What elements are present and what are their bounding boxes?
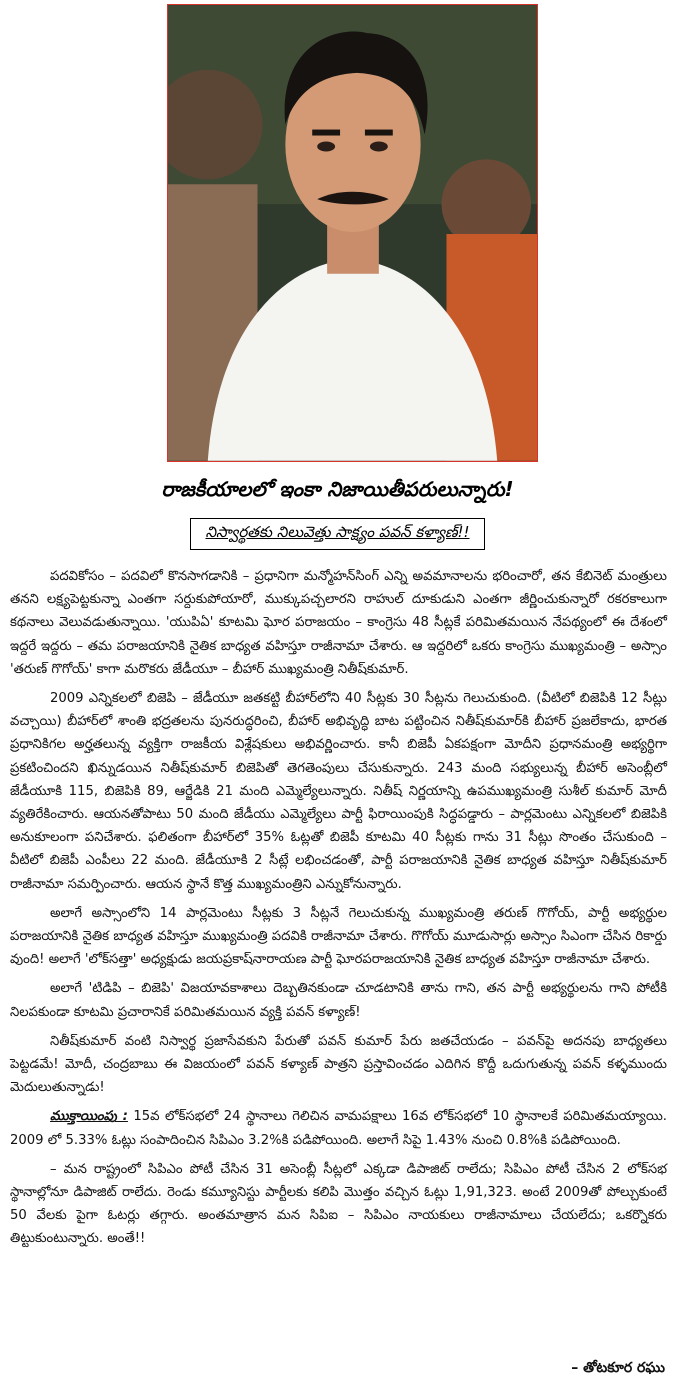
paragraph: 2009 ఎన్నికలలో బిజెపి – జేడీయూ జతకట్టి బీహార్‌లోని 40 సీట్లకు 30 సీట్లను గెలుచుకుంది. (వీటిలో బిజెపికి 12 సీట్లు వచ్చాయి) బీహార్‌లో శాంతి భద్రతలను పునరుద్ధరించి, బీహార్ అభివృద్ధి బాట పట్టించిన నితీష్‌కుమార్‌కి బీహార్ ప్రజలేకాదు, భారత ప్రధానికిగల అర్హతలున్న వ్యక్తిగా రాజకీయ విశ్లేషకులు అభివర్ణించారు. కానీ బిజెపీ ఏకపక్షంగా మోదీని ప్రధానమంత్రి అభ్యర్థిగా ప్రకటించిందని ఖిన్నుడయిన నితీష్‌కుమార్ బిజెపితో తెగతెంపులు చేసుకున్నారు. 243 మంది సభ్యులున్న బీహార్ అసెంబ్లీలో జేడీయూకి 115, బిజెపికి 89, ఆర్జేడికి 21 మంది ఎమ్మెల్యేలున్నారు. నితీష్ నిర్ణయాన్ని ఉపముఖ్యమంత్రి సుశీల్ కుమార్ మోదీ వ్యతిరేకించారు. ఆయనతోపాటు 50 మంది జేడీయు ఎమ్మెల్యేలు పార్టీ ఫిరాయింపుకి సిద్ధపడ్డారు – పార్లమెంటు ఎన్నికలలో బిజెపికి అనుకూలంగా పనిచేశారు. ఫలితంగా బీహార్‌లో 35% ఓట్లతో బిజెపీ కూటమి 40 సీట్లకు గాను 31 సీట్లు సొంతం చేసుకుంది – వీటిలో బిజెపీ ఎంపీలు 22 మంది. జేడీయూకి 2 సీట్లే లభించడంతో, పార్టీ పరాజయానికి నైతిక బాధ్యత వహిస్తూ నితీష్‌కుమార్ రాజీనామా సమర్పించారు. ఆయన స్థానే కొత్త ముఖ్యమంత్రిని ఎన్నుకోనున్నారు. — [10, 691, 667, 892]
paragraph: అలాగే 'టిడిపి – బిజెపి' విజయావకాశాలు దెబ్బతినకుండా చూడటానికి తాను గాని, తన పార్టీ అభ్యర్థులను గాని పోటీకి నిలపకుండా కూటమి ప్రచారానికే పరిమితమయిన వ్యక్తి పవన్ కళ్యాణ్! — [10, 981, 667, 1020]
article-headline: రాజకీయాలలో ఇంకా నిజాయితీపరులున్నారు! — [161, 477, 514, 501]
byline: – తోటకూర రఘు — [571, 1360, 665, 1376]
conclusion-label: ముక్తాయింపు : — [50, 1109, 128, 1125]
article-subheadline: నిస్వార్థతకు నిలువెత్తు సాక్ష్యం పవన్ కళ్యాణ్!! — [190, 518, 484, 550]
conclusion-text: 15వ లోక్‌సభలో 24 స్థానాలు గెలిచిన వామపక్షాలు 16వ లోక్‌సభలో 10 స్థానాలకే పరిమితమయ్యాయి. 2009 లో 5.33% ఓట్లు సంపాదించిన సిపిఎం 3.2%కి పడిపోయింది. అలాగే సిపై 1.43% నుంచి 0.8%కి పడిపోయింది. — [10, 1109, 667, 1148]
paragraph: – మన రాష్ట్రంలో సిపిఎం పోటీ చేసిన 31 అసెంబ్లీ సీట్లలో ఎక్కడా డిపాజిట్ రాలేదు; సిపిఎం పోటీ చేసిన 2 లోక్‌సభ స్థానాల్లోనూ డిపాజిట్ రాలేదు. రెండు కమ్యూనిస్టు పార్టీలకు కలిపి మొత్తం వచ్చిన ఓట్లు 1,91,323. అంటే 2009తో పోల్చుకుంటే 50 వేలకు పైగా ఓటర్లు తగ్గారు. అంతమాత్రాన మన సిపిఐ – సిపిఎం నాయకులు రాజీనామాలు చేయలేదు; ఒకర్నొకరు తిట్టుకుంటున్నారు. అంతే!! — [10, 1161, 667, 1247]
article-body — [10, 565, 667, 1257]
article-subheadline-box — [0, 518, 675, 550]
paragraph: నితీష్‌కుమార్ వంటి నిస్వార్థ ప్రజాసేవకుని పేరుతో పవన్ కుమార్ పేరు జతచేయడం – పవన్‌పై అదనపు బాధ్యతలు పెట్టడమే! మోదీ, చంద్రబాబు ఈ విజయంలో పవన్ కళ్యాణ్ పాత్రని ప్రస్తావించడం ఎదిగిన కొద్దీ ఒదుగుతున్న పవన్ కళ్ళముందు మెదులుతున్నాడు! — [10, 1033, 667, 1096]
paragraph: పదవికోసం – పదవిలో కొనసాగడానికి – ప్రధానిగా మన్మోహన్‌సింగ్ ఎన్ని అవమానాలను భరించారో, తన కేబినెట్ మంత్రులు తనని లక్ష్యపెట్టకున్నా ఎంతగా సర్దుకుపోయారో, ముక్కుపచ్చలారని రాహుల్ దూకుడుని ఎంతగా జీర్ణించుకున్నారో రకరకాలుగా కథనాలు వెలువడుతున్నాయి. 'యుపిఏ' కూటమి ఘోర పరాజయం – కాంగ్రెసు 48 సీట్లకే పరిమితమయిన నేపథ్యంలో ఈ దేశంలో ఇద్దరే ఇద్దరు – తమ పరాజయానికి నైతిక బాధ్యత వహిస్తూ రాజీనామా చేశారు. ఆ ఇద్దరిలో ఒకరు కాంగ్రెసు ముఖ్యమంత్రి – అస్సాం 'తరుణ్ గొగోయ్' కాగా మరొకరు జేడీయూ – బీహార్ ముఖ్యమంత్రి నితీష్‌కుమార్. — [10, 569, 667, 677]
article-photo — [167, 4, 538, 462]
paragraph: అలాగే అస్సాంలోని 14 పార్లమెంటు సీట్లకు 3 సీట్లనే గెలుచుకున్న ముఖ్యమంత్రి తరుణ్ గొగోయ్, పార్టీ అభ్యర్థుల పరాజయానికి నైతిక బాధ్యత వహిస్తూ ముఖ్యమంత్రి పదవికి రాజీనామా చేశారు. గొగోయ్ మూడుసార్లు అస్సాం సిఎంగా చేసిన రికార్డు వుంది! అలాగే 'లోక్‌సత్తా' అధ్యక్షుడు జయప్రకాష్‌నారాయణ పార్టీ ఘోరపరాజయానికి నైతిక బాధ్యత వహిస్తూ రాజీనామా చేశారు. — [10, 905, 667, 968]
person-photo-icon — [168, 5, 537, 461]
paragraph-conclusion — [10, 1105, 667, 1151]
